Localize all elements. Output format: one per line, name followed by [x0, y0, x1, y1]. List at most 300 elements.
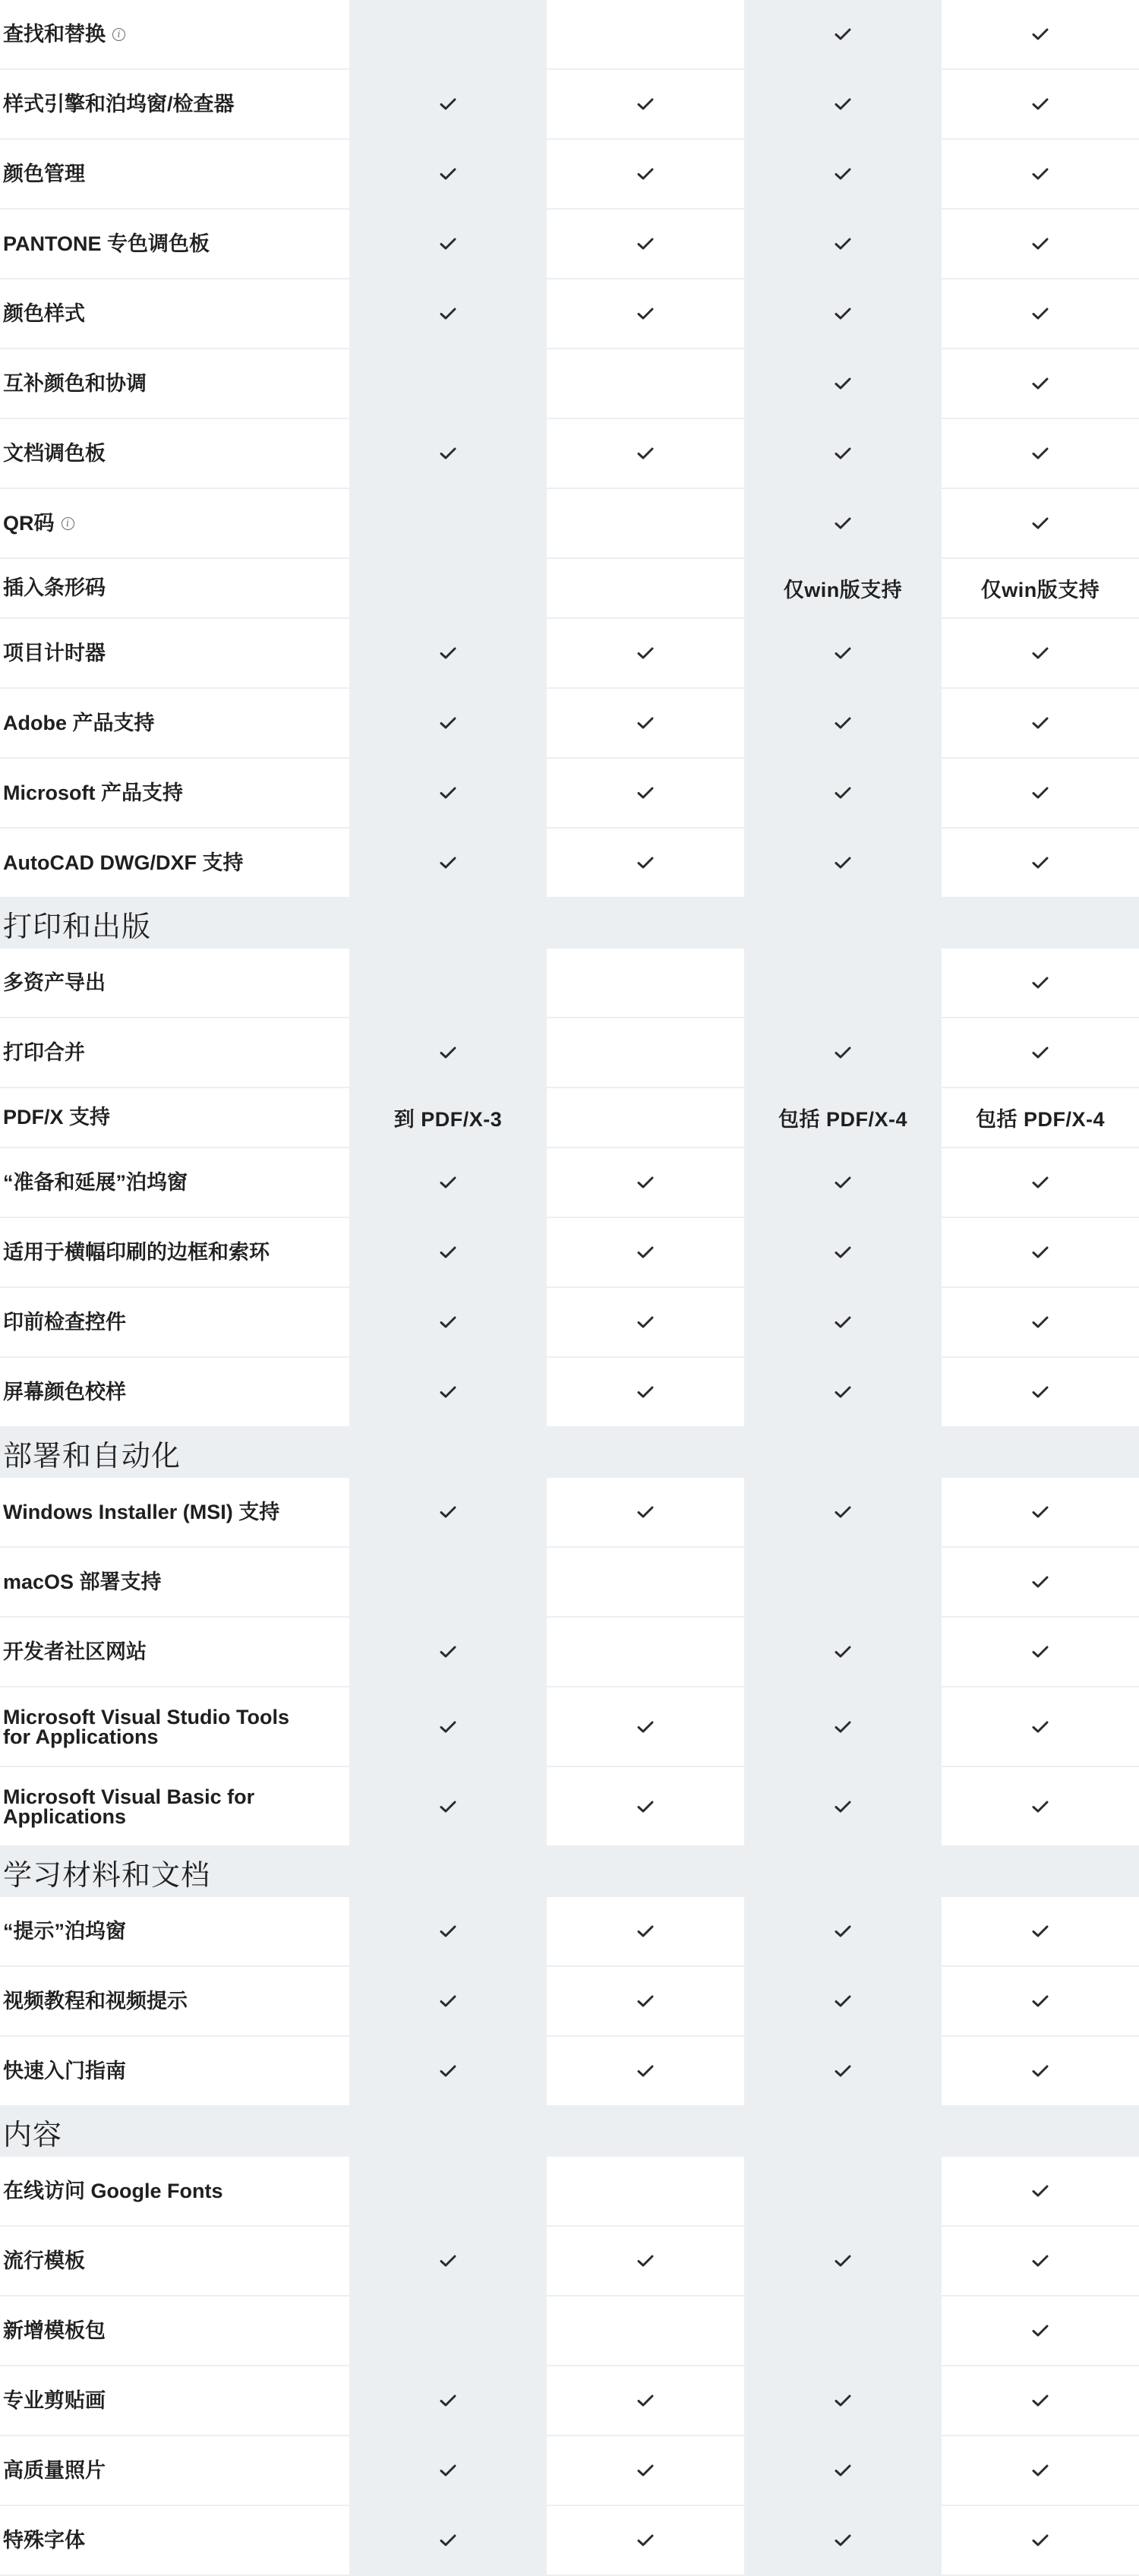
info-icon[interactable]: i	[112, 28, 125, 41]
feature-label	[0, 419, 349, 488]
check-icon	[1032, 1245, 1049, 1259]
check-icon	[440, 646, 456, 660]
table-row	[0, 1548, 1139, 1618]
check-icon	[1032, 1720, 1049, 1734]
check-icon	[835, 2464, 851, 2477]
feature-label-text: 特殊字体	[3, 2528, 85, 2552]
table-row	[0, 1358, 1139, 1428]
plan-4-cell	[942, 759, 1139, 827]
plan-2-cell	[547, 1687, 744, 1766]
feature-label-text: 样式引擎和泊坞窗/检查器	[3, 92, 235, 115]
table-row	[0, 1967, 1139, 2037]
plan-3-cell	[744, 1478, 942, 1546]
check-icon	[1032, 1315, 1049, 1329]
plan-2-cell	[547, 1358, 744, 1426]
plan-3-cell	[744, 559, 942, 617]
plan-2-cell	[547, 2037, 744, 2105]
plan-3-cell	[744, 829, 942, 897]
table-row	[0, 2037, 1139, 2107]
check-icon	[440, 447, 456, 460]
feature-label	[0, 1088, 349, 1147]
feature-label-text: AutoCAD DWG/DXF 支持	[3, 851, 244, 874]
check-icon	[835, 2254, 851, 2268]
plan-4-cell	[942, 559, 1139, 617]
plan-4-cell	[942, 1897, 1139, 1965]
check-icon	[440, 1245, 456, 1259]
table-row	[0, 140, 1139, 210]
check-icon	[1032, 27, 1049, 41]
check-icon	[1032, 716, 1049, 730]
check-icon	[1032, 2324, 1049, 2338]
plan-3-cell	[744, 619, 942, 687]
feature-label-text: 适用于横幅印刷的边框和索环	[3, 1240, 270, 1264]
check-icon	[835, 237, 851, 251]
check-icon	[440, 1800, 456, 1814]
plan-1-cell	[349, 140, 547, 208]
plan-2-cell	[547, 829, 744, 897]
feature-label-text: 颜色管理	[3, 162, 85, 185]
feature-label-text: 在线访问 Google Fonts	[3, 2179, 223, 2202]
plan-3-cell	[744, 2157, 942, 2225]
plan-3-cell	[744, 2506, 942, 2574]
plan-4-cell	[942, 1548, 1139, 1616]
feature-label	[0, 279, 349, 348]
feature-label	[0, 1018, 349, 1087]
plan-4-cell	[942, 1088, 1139, 1147]
plan-1-cell	[349, 689, 547, 757]
table-row	[0, 1897, 1139, 1967]
plan-2-cell	[547, 2157, 744, 2225]
plan-2-cell	[547, 2297, 744, 2365]
table-row	[0, 1687, 1139, 1767]
plan-4-cell	[942, 1687, 1139, 1766]
check-icon	[1032, 856, 1049, 870]
check-icon	[637, 167, 654, 181]
plan-3-cell	[744, 689, 942, 757]
feature-label	[0, 2157, 349, 2225]
cell-value: 仅win版支持	[783, 579, 903, 601]
plan-2-cell	[547, 1897, 744, 1965]
feature-label	[0, 2297, 349, 2365]
feature-label-text: 打印合并	[3, 1040, 85, 1064]
plan-1-cell	[349, 2157, 547, 2225]
feature-label	[0, 1687, 349, 1766]
table-row	[0, 1767, 1139, 1847]
check-icon	[835, 2394, 851, 2407]
table-row	[0, 210, 1139, 279]
feature-label	[0, 140, 349, 208]
table-row	[0, 1148, 1139, 1218]
feature-label	[0, 1548, 349, 1616]
plan-3-cell	[744, 1897, 942, 1965]
feature-label-text: 高质量照片	[3, 2458, 106, 2482]
plan-1-cell	[349, 1967, 547, 2035]
feature-label	[0, 759, 349, 827]
check-icon	[1032, 377, 1049, 390]
plan-2-cell	[547, 1018, 744, 1087]
table-row	[0, 2157, 1139, 2227]
feature-label	[0, 829, 349, 897]
check-icon	[637, 2464, 654, 2477]
check-icon	[1032, 1800, 1049, 1814]
feature-label	[0, 0, 349, 68]
table-row	[0, 829, 1139, 898]
check-icon	[440, 167, 456, 181]
check-icon	[1032, 1176, 1049, 1189]
check-icon	[835, 1245, 851, 1259]
plan-4-cell	[942, 140, 1139, 208]
plan-3-cell	[744, 1148, 942, 1217]
table-row	[0, 1288, 1139, 1358]
check-icon	[835, 2064, 851, 2078]
check-icon	[440, 856, 456, 870]
plan-4-cell	[942, 2037, 1139, 2105]
section-header	[0, 1847, 1139, 1897]
plan-1-cell	[349, 1088, 547, 1147]
feature-label-text: “准备和延展”泊坞窗	[3, 1170, 188, 1194]
plan-3-cell	[744, 949, 942, 1017]
check-icon	[440, 1924, 456, 1938]
check-icon	[835, 1800, 851, 1814]
check-icon	[1032, 516, 1049, 530]
check-icon	[637, 1720, 654, 1734]
table-row	[0, 619, 1139, 689]
check-icon	[1032, 976, 1049, 990]
plan-4-cell	[942, 2227, 1139, 2295]
check-icon	[835, 1924, 851, 1938]
check-icon	[637, 307, 654, 320]
plan-4-cell	[942, 1288, 1139, 1356]
check-icon	[835, 1645, 851, 1659]
feature-label-text: 专业剪贴画	[3, 2388, 106, 2412]
plan-4-cell	[942, 2436, 1139, 2505]
check-icon	[835, 97, 851, 111]
check-icon	[1032, 447, 1049, 460]
plan-3-cell	[744, 489, 942, 557]
plan-1-cell	[349, 1548, 547, 1616]
check-icon	[835, 856, 851, 870]
check-icon	[1032, 1385, 1049, 1399]
feature-label-text: Microsoft Visual Studio Tools for Applications	[3, 1705, 290, 1748]
plan-2-cell	[547, 210, 744, 278]
plan-1-cell	[349, 1618, 547, 1686]
feature-label	[0, 1767, 349, 1845]
section-title: 部署和自动化	[3, 1440, 181, 1473]
check-icon	[637, 1176, 654, 1189]
plan-4-cell	[942, 1218, 1139, 1286]
plan-4-cell	[942, 349, 1139, 418]
check-icon	[637, 716, 654, 730]
table-row	[0, 1088, 1139, 1148]
feature-label	[0, 210, 349, 278]
check-icon	[637, 1245, 654, 1259]
check-icon	[1032, 1994, 1049, 2008]
plan-3-cell	[744, 279, 942, 348]
plan-1-cell	[349, 829, 547, 897]
plan-1-cell	[349, 1148, 547, 1217]
check-icon	[835, 646, 851, 660]
plan-3-cell	[744, 1548, 942, 1616]
plan-4-cell	[942, 619, 1139, 687]
plan-2-cell	[547, 489, 744, 557]
check-icon	[835, 786, 851, 800]
feature-label	[0, 1897, 349, 1965]
table-row	[0, 349, 1139, 419]
plan-2-cell	[547, 2436, 744, 2505]
section-title: 打印和出版	[3, 911, 152, 943]
section-header	[0, 2107, 1139, 2157]
plan-1-cell	[349, 1767, 547, 1845]
plan-2-cell	[547, 1967, 744, 2035]
feature-label	[0, 2366, 349, 2435]
plan-1-cell	[349, 559, 547, 617]
feature-label	[0, 2506, 349, 2574]
feature-label	[0, 349, 349, 418]
check-icon	[440, 1315, 456, 1329]
check-icon	[637, 1800, 654, 1814]
check-icon	[440, 1720, 456, 1734]
feature-label	[0, 1478, 349, 1546]
plan-3-cell	[744, 2436, 942, 2505]
plan-2-cell	[547, 349, 744, 418]
plan-1-cell	[349, 0, 547, 68]
table-row	[0, 70, 1139, 140]
table-row	[0, 689, 1139, 759]
check-icon	[835, 1046, 851, 1059]
check-icon	[1032, 1924, 1049, 1938]
check-icon	[835, 1385, 851, 1399]
table-row	[0, 759, 1139, 829]
feature-label-text: 多资产导出	[3, 971, 106, 994]
plan-2-cell	[547, 1618, 744, 1686]
plan-1-cell	[349, 1288, 547, 1356]
feature-label-text: 文档调色板	[3, 441, 106, 465]
plan-2-cell	[547, 1478, 744, 1546]
table-row	[0, 0, 1139, 70]
plan-1-cell	[349, 489, 547, 557]
check-icon	[440, 1385, 456, 1399]
check-icon	[1032, 307, 1049, 320]
feature-label	[0, 2227, 349, 2295]
check-icon	[1032, 1645, 1049, 1659]
plan-1-cell	[349, 2506, 547, 2574]
feature-label-text: 快速入门指南	[3, 2059, 126, 2082]
check-icon	[440, 1046, 456, 1059]
check-icon	[637, 646, 654, 660]
plan-4-cell	[942, 2366, 1139, 2435]
plan-1-cell	[349, 1478, 547, 1546]
plan-4-cell	[942, 689, 1139, 757]
plan-3-cell	[744, 1967, 942, 2035]
cell-value: 到 PDF/X-3	[393, 1108, 503, 1131]
feature-label-text: Microsoft Visual Basic for Applications	[3, 1785, 255, 1828]
plan-4-cell	[942, 1618, 1139, 1686]
check-icon	[440, 1176, 456, 1189]
table-row	[0, 279, 1139, 349]
feature-label-text: QR码	[3, 511, 55, 535]
feature-label-text: Adobe 产品支持	[3, 711, 155, 734]
plan-4-cell	[942, 1148, 1139, 1217]
plan-4-cell	[942, 1018, 1139, 1087]
check-icon	[637, 1994, 654, 2008]
plan-3-cell	[744, 2366, 942, 2435]
check-icon	[835, 27, 851, 41]
plan-3-cell	[744, 210, 942, 278]
check-icon	[440, 2064, 456, 2078]
feature-label	[0, 2436, 349, 2505]
plan-2-cell	[547, 70, 744, 138]
plan-2-cell	[547, 1218, 744, 1286]
feature-label	[0, 1218, 349, 1286]
plan-1-cell	[349, 70, 547, 138]
plan-4-cell	[942, 949, 1139, 1017]
check-icon	[835, 1176, 851, 1189]
feature-label-text: 屏幕颜色校样	[3, 1380, 126, 1403]
plan-3-cell	[744, 2297, 942, 2365]
section-title: 内容	[3, 2119, 63, 2151]
check-icon	[1032, 2064, 1049, 2078]
plan-3-cell	[744, 1088, 942, 1147]
plan-3-cell	[744, 419, 942, 488]
check-icon	[1032, 2533, 1049, 2547]
plan-2-cell	[547, 279, 744, 348]
plan-3-cell	[744, 1018, 942, 1087]
plan-3-cell	[744, 759, 942, 827]
check-icon	[637, 856, 654, 870]
check-icon	[835, 1505, 851, 1519]
check-icon	[440, 237, 456, 251]
check-icon	[440, 2394, 456, 2407]
check-icon	[637, 2533, 654, 2547]
check-icon	[1032, 97, 1049, 111]
plan-4-cell	[942, 419, 1139, 488]
check-icon	[440, 97, 456, 111]
check-icon	[1032, 1046, 1049, 1059]
plan-1-cell	[349, 949, 547, 1017]
check-icon	[835, 307, 851, 320]
feature-label	[0, 70, 349, 138]
check-icon	[835, 1720, 851, 1734]
check-icon	[835, 716, 851, 730]
feature-label-text: macOS 部署支持	[3, 1570, 162, 1593]
feature-label	[0, 2037, 349, 2105]
plan-1-cell	[349, 2297, 547, 2365]
feature-label-text: “提示”泊坞窗	[3, 1919, 126, 1943]
check-icon	[440, 2254, 456, 2268]
feature-label-text: 流行模板	[3, 2249, 85, 2272]
plan-2-cell	[547, 419, 744, 488]
plan-4-cell	[942, 2157, 1139, 2225]
table-row	[0, 949, 1139, 1018]
check-icon	[440, 786, 456, 800]
plan-2-cell	[547, 2227, 744, 2295]
feature-label	[0, 949, 349, 1017]
feature-label-text: 颜色样式	[3, 301, 85, 325]
check-icon	[637, 1924, 654, 1938]
plan-4-cell	[942, 489, 1139, 557]
check-icon	[1032, 1505, 1049, 1519]
check-icon	[1032, 167, 1049, 181]
plan-3-cell	[744, 2227, 942, 2295]
check-icon	[637, 786, 654, 800]
feature-label	[0, 489, 349, 557]
table-row	[0, 489, 1139, 559]
feature-label	[0, 559, 349, 617]
check-icon	[440, 1645, 456, 1659]
feature-label-text: 开发者社区网站	[3, 1640, 147, 1663]
info-icon[interactable]: i	[62, 517, 74, 530]
plan-3-cell	[744, 349, 942, 418]
table-row	[0, 1018, 1139, 1088]
plan-1-cell	[349, 1687, 547, 1766]
check-icon	[440, 307, 456, 320]
plan-1-cell	[349, 2366, 547, 2435]
check-icon	[440, 1994, 456, 2008]
feature-label-text: 查找和替换	[3, 22, 106, 46]
feature-label-text: PANTONE 专色调色板	[3, 232, 210, 255]
check-icon	[1032, 1575, 1049, 1589]
cell-value: 包括 PDF/X-4	[778, 1108, 908, 1131]
cell-value: 包括 PDF/X-4	[975, 1108, 1106, 1131]
plan-2-cell	[547, 0, 744, 68]
cell-value: 仅win版支持	[980, 579, 1100, 601]
check-icon	[637, 97, 654, 111]
section-title: 学习材料和文档	[3, 1859, 211, 1892]
plan-2-cell	[547, 949, 744, 1017]
table-row	[0, 559, 1139, 619]
check-icon	[835, 447, 851, 460]
plan-4-cell	[942, 210, 1139, 278]
feature-label	[0, 1618, 349, 1686]
plan-1-cell	[349, 2227, 547, 2295]
check-icon	[835, 1315, 851, 1329]
check-icon	[637, 1505, 654, 1519]
plan-1-cell	[349, 210, 547, 278]
check-icon	[835, 1994, 851, 2008]
plan-2-cell	[547, 1148, 744, 1217]
feature-label-text: PDF/X 支持	[3, 1106, 111, 1129]
check-icon	[637, 1315, 654, 1329]
plan-1-cell	[349, 759, 547, 827]
plan-1-cell	[349, 349, 547, 418]
check-icon	[637, 1385, 654, 1399]
table-row	[0, 2366, 1139, 2436]
check-icon	[1032, 2464, 1049, 2477]
check-icon	[637, 237, 654, 251]
section-header	[0, 1428, 1139, 1478]
plan-2-cell	[547, 2506, 744, 2574]
plan-2-cell	[547, 1288, 744, 1356]
plan-3-cell	[744, 1218, 942, 1286]
plan-4-cell	[942, 1967, 1139, 2035]
plan-2-cell	[547, 1548, 744, 1616]
check-icon	[835, 2533, 851, 2547]
plan-1-cell	[349, 2037, 547, 2105]
plan-4-cell	[942, 2506, 1139, 2574]
plan-2-cell	[547, 689, 744, 757]
table-row	[0, 2227, 1139, 2297]
check-icon	[1032, 2394, 1049, 2407]
plan-4-cell	[942, 1358, 1139, 1426]
plan-2-cell	[547, 1767, 744, 1845]
table-row	[0, 2436, 1139, 2506]
plan-4-cell	[942, 279, 1139, 348]
plan-4-cell	[942, 70, 1139, 138]
check-icon	[835, 377, 851, 390]
plan-3-cell	[744, 1767, 942, 1845]
check-icon	[440, 716, 456, 730]
check-icon	[637, 447, 654, 460]
